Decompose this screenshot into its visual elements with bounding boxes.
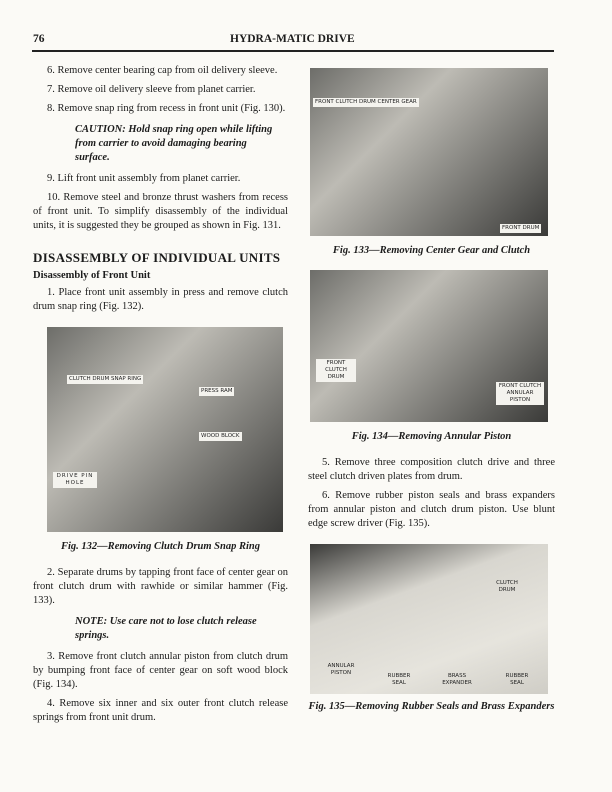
running-title: HYDRA-MATIC DRIVE [230, 33, 355, 45]
step-8: 8. Remove snap ring from recess in front unit (Fig. 130). [47, 103, 286, 114]
figure-133-photo [310, 68, 548, 236]
fig135-label: CLUTCH DRUM [496, 580, 518, 593]
figure-132-photo [47, 327, 283, 532]
subsection-heading: Disassembly of Front Unit [33, 270, 151, 281]
fig132-label: CLUTCH DRUM SNAP RING [69, 376, 142, 382]
step-6: 6. Remove center bearing cap from oil delivery sleeve. [47, 65, 278, 76]
figure-135-photo [310, 544, 548, 694]
figure-134-photo [310, 270, 548, 422]
front-step-2: 2. Separate drums by tapping front face of center gear on front clutch drum with rawhide or similar hammer (Fig. 133). [33, 567, 288, 606]
fig133-label: FRONT DRUM [502, 225, 540, 231]
fig132-label: DRIVE PIN HOLE [53, 472, 97, 488]
fig132-label: WOOD BLOCK [201, 433, 240, 439]
right-column [308, 68, 555, 726]
front-step-1: 1. Place front unit assembly in press and remove clutch drum snap ring (Fig. 132). [33, 287, 288, 312]
step-9: 9. Lift front unit assembly from planet carrier. [47, 173, 241, 184]
figure-134-caption: Fig. 134—Removing Annular Piston [351, 431, 512, 442]
figure-132-caption: Fig. 132—Removing Clutch Drum Snap Ring [61, 541, 260, 552]
header-rule [32, 50, 554, 52]
front-step-6: 6. Remove rubber piston seals and brass expanders from annular piston and clutch drum piston. Use blunt edge screw driver (Fig. 135). [308, 490, 555, 529]
fig135-label: RUBBER SEAL [387, 673, 411, 686]
figure-135-caption: Fig. 135—Removing Rubber Seals and Brass Expanders [308, 701, 555, 712]
fig135-label: ANNULAR PISTON [327, 663, 355, 676]
fig135-label: BRASS EXPANDER [442, 673, 472, 686]
left-column [33, 64, 288, 730]
front-step-3: 3. Remove front clutch annular piston from clutch drum by bumping front face of center gear on soft wood block (Fig. 134). [33, 651, 288, 690]
front-step-4: 4. Remove six inner and six outer front clutch release springs from front unit drum. [33, 698, 288, 723]
fig132-label: PRESS RAM [201, 388, 233, 394]
step-7: 7. Remove oil delivery sleeve from planet carrier. [47, 84, 256, 95]
fig134-label: FRONT CLUTCH DRUM [316, 359, 356, 382]
fig133-label: FRONT CLUTCH DRUM CENTER GEAR [315, 99, 417, 105]
section-heading: DISASSEMBLY OF INDIVIDUAL UNITS [33, 250, 281, 265]
front-step-5: 5. Remove three composition clutch drive and three steel clutch driven plates from drum. [308, 457, 555, 482]
figure-133-caption: Fig. 133—Removing Center Gear and Clutch [332, 245, 531, 256]
note: NOTE: Use care not to lose clutch release springs. [75, 616, 257, 641]
fig135-label: RUBBER SEAL [505, 673, 529, 686]
page-number: 76 [33, 33, 45, 45]
step-10: 10. Remove steel and bronze thrust washers from recess of front unit. To simplify disassembly of the individual units, it is suggested they be grouped as shown in Fig. 131. [33, 192, 288, 231]
caution-note: CAUTION: Hold snap ring open while lifting from carrier to avoid damaging bearing surface. [75, 124, 273, 163]
fig134-label: FRONT CLUTCH ANNULAR PISTON [496, 382, 544, 405]
